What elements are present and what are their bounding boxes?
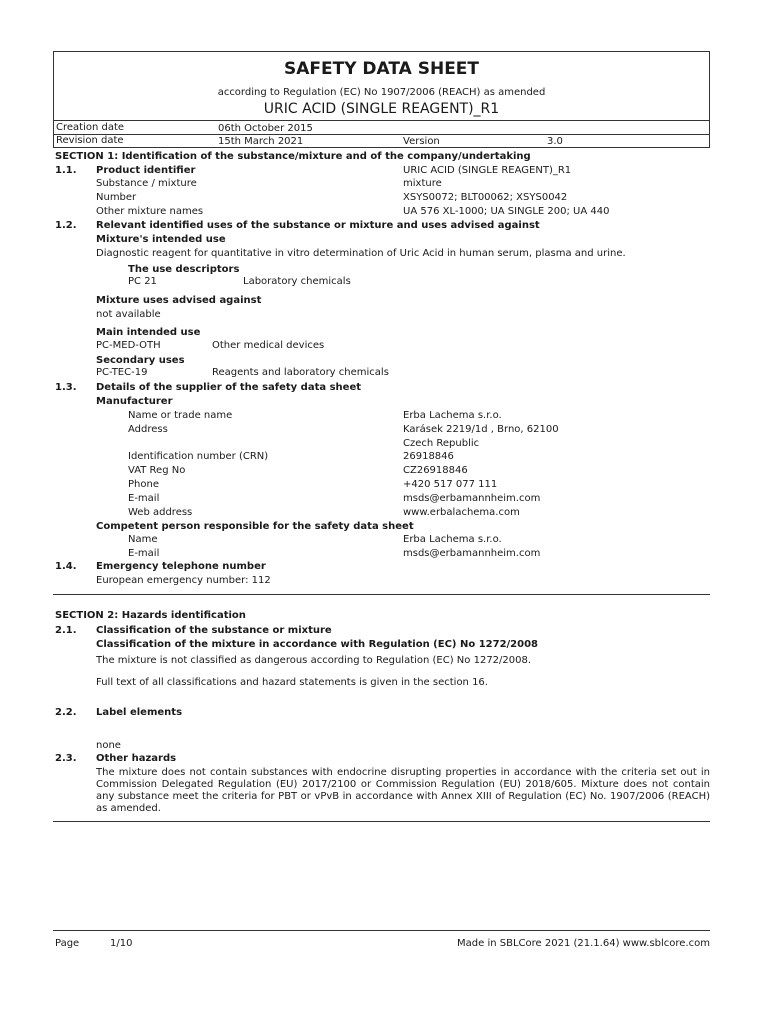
pc-code: PC 21 [128, 276, 157, 287]
product-title: URIC ACID (SINGLE REAGENT)_R1 [263, 101, 500, 117]
substance-label: Substance / mixture [96, 178, 197, 189]
cp-email-label: E-mail [128, 548, 160, 559]
relevant-uses-heading: Relevant identified uses of the substance or mixture and uses advised against [96, 220, 540, 231]
secondary-use-heading: Secondary uses [96, 355, 185, 366]
version-value: 3.0 [547, 136, 563, 147]
footer-divider [53, 930, 710, 931]
revision-date-value: 15th March 2021 [218, 136, 304, 147]
address-line2: Czech Republic [403, 438, 480, 449]
label-elements-heading: Label elements [96, 707, 183, 718]
section-divider-2 [53, 821, 710, 822]
page-number: 1/10 [110, 938, 133, 949]
page-label: Page [55, 938, 80, 949]
email-value[interactable]: msds@erbamannheim.com [403, 493, 541, 504]
intended-use-text: Diagnostic reagent for quantitative in vitro determination of Uric Acid in human serum, plasma and urine. [96, 248, 626, 259]
label-elements-value: none [96, 740, 121, 751]
num-2-1: 2.1. [55, 625, 77, 636]
classification-subheading: Classification of the mixture in accordance with Regulation (EC) No 1272/2008 [96, 639, 539, 650]
secondary-use-code: PC-TEC-19 [96, 367, 148, 378]
section-divider-1 [53, 594, 710, 595]
emergency-value: European emergency number: 112 [96, 575, 271, 586]
trade-name-label: Name or trade name [128, 410, 233, 421]
competent-person-heading: Competent person responsible for the safety data sheet [96, 521, 414, 532]
revision-date-label: Revision date [56, 135, 124, 146]
num-1-3: 1.3. [55, 382, 77, 393]
num-2-3: 2.3. [55, 753, 77, 764]
phone-label: Phone [128, 479, 159, 490]
substance-value: mixture [403, 178, 442, 189]
classification-heading: Classification of the substance or mixture [96, 625, 332, 636]
num-1-1: 1.1. [55, 165, 77, 176]
document-title: SAFETY DATA SHEET [283, 59, 480, 79]
intended-use-heading: Mixture's intended use [96, 234, 226, 245]
crn-value: 26918846 [403, 451, 454, 462]
crn-label: Identification number (CRN) [128, 451, 269, 462]
product-identifier-value: URIC ACID (SINGLE REAGENT)_R1 [403, 165, 572, 176]
regulation-subtitle: according to Regulation (EC) No 1907/2006 (REACH) as amended [217, 87, 546, 98]
web-value[interactable]: www.erbalachema.com [403, 507, 520, 518]
secondary-use-desc: Reagents and laboratory chemicals [212, 367, 389, 378]
address-line1: Karásek 2219/1d , Brno, 62100 [403, 424, 559, 435]
cp-name-label: Name [128, 534, 158, 545]
section2-heading: SECTION 2: Hazards identification [55, 610, 246, 621]
main-use-code: PC-MED-OTH [96, 340, 161, 351]
version-label: Version [403, 136, 440, 147]
num-2-2: 2.2. [55, 707, 77, 718]
number-value: XSYS0072; BLT00062; XSYS0042 [403, 192, 568, 203]
creation-date-label: Creation date [56, 122, 125, 133]
product-identifier-heading: Product identifier [96, 165, 196, 176]
use-descriptors-heading: The use descriptors [128, 264, 240, 275]
vat-label: VAT Reg No [128, 465, 186, 476]
advised-against-value: not available [96, 309, 161, 320]
creation-date-value: 06th October 2015 [218, 123, 313, 134]
other-names-label: Other mixture names [96, 206, 204, 217]
other-hazards-heading: Other hazards [96, 753, 177, 764]
num-1-4: 1.4. [55, 561, 77, 572]
section1-heading: SECTION 1: Identification of the substance/mixture and of the company/undertaking [55, 151, 531, 162]
email-label: E-mail [128, 493, 160, 504]
supplier-heading: Details of the supplier of the safety data sheet [96, 382, 362, 393]
address-label: Address [128, 424, 168, 435]
made-in-note: Made in SBLCore 2021 (21.1.64) www.sblcore.com [457, 938, 710, 949]
num-1-2: 1.2. [55, 220, 77, 231]
main-use-desc: Other medical devices [212, 340, 325, 351]
vat-value: CZ26918846 [403, 465, 468, 476]
emergency-heading: Emergency telephone number [96, 561, 266, 572]
other-names-value: UA 576 XL-1000; UA SINGLE 200; UA 440 [403, 206, 610, 217]
advised-against-heading: Mixture uses advised against [96, 295, 262, 306]
web-label: Web address [128, 507, 193, 518]
dates-divider [53, 134, 710, 135]
other-hazards-text: The mixture does not contain substances with endocrine disrupting properties in accordance with the criteria set out in Commission Delegated Regulation (EU) 2017/2100 or Commission Regulation (EU) 2018/605. Mixture does not contain any substance meet the criteria for PBT or vPvB in accordance with Annex XIII of Regulation (EC) No. 1907/2006 (REACH) as amended. [96, 767, 710, 814]
phone-value: +420 517 077 111 [403, 479, 498, 490]
classification-text: The mixture is not classified as dangerous according to Regulation (EC) No 1272/2008. [96, 655, 532, 666]
number-label: Number [96, 192, 137, 203]
main-use-heading: Main intended use [96, 327, 201, 338]
full-text-note: Full text of all classifications and hazard statements is given in the section 16. [96, 677, 488, 688]
cp-name-value: Erba Lachema s.r.o. [403, 534, 502, 545]
cp-email-value[interactable]: msds@erbamannheim.com [403, 548, 541, 559]
manufacturer-heading: Manufacturer [96, 396, 173, 407]
trade-name-value: Erba Lachema s.r.o. [403, 410, 502, 421]
pc-desc: Laboratory chemicals [243, 276, 351, 287]
